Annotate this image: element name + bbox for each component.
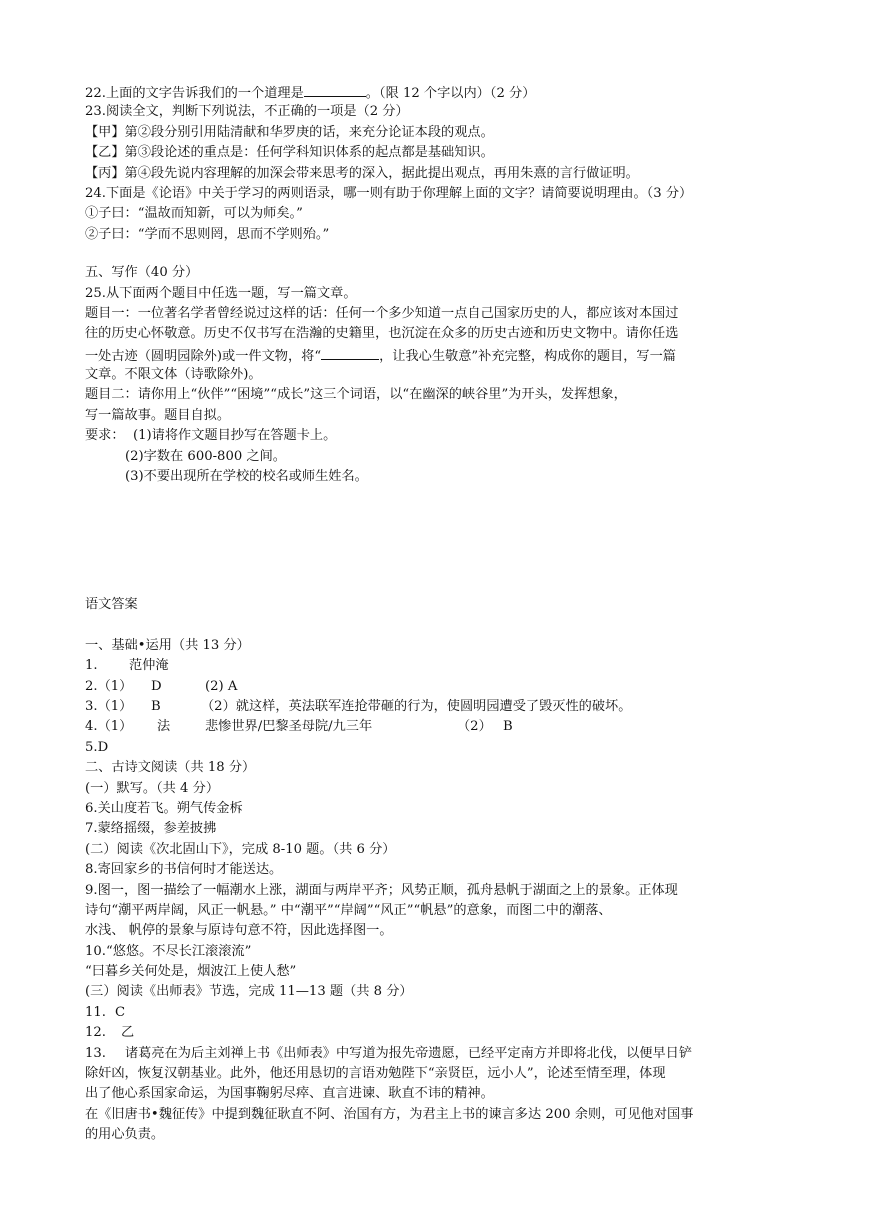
answers-title: 语文答案 [85, 597, 138, 613]
question-22 [85, 82, 785, 102]
requirement-1: 要求： (1)请将作文题目抄写在答题卡上。 [85, 428, 337, 444]
answer-7: 7.蒙络摇缀，参差披拂 [85, 821, 217, 837]
requirement-2: (2)字数在 600-800 之间。 [125, 448, 286, 464]
answer-9-line-2: 诗句“潮平两岸阔，风正一帆悬。” 中“潮平”“岸阔”“风正”“帆悬”的意象，而图二中的潮落、 [85, 902, 612, 918]
answer-1: 1. 范仲淹 [85, 658, 169, 674]
answer-blank [304, 82, 366, 97]
answer-12: 12. 乙 [85, 1025, 135, 1041]
topic1-line-1: 题目一：一位著名学者曾经说过这样的话：任何一个多少知道一点自己国家历史的人，都应该对本国过 [85, 305, 679, 321]
q24-item-1: ①子曰：“温故而知新，可以为师矣。” [85, 206, 303, 222]
topic2-line-1: 题目二：请你用上“伙伴”“困境”“成长”这三个词语，以“在幽深的峡谷里”为开头，发挥想象， [85, 387, 627, 403]
answer-9-line-3: 水浅、 帆停的景象与原诗句意不符，因此选择图一。 [85, 923, 393, 939]
answer-5: 5.D [85, 739, 109, 755]
answer-13-line-3: 出了他心系国家命运，为国事鞠躬尽瘁、直言进谏、耿直不讳的精神。 [85, 1086, 494, 1102]
title-blank [321, 345, 379, 360]
answers-section-1: 一、基础•运用（共 13 分） [85, 637, 250, 653]
topic2-line-2: 写一篇故事。题目自拟。 [85, 407, 231, 423]
answer-2: 2.（1） D (2) A [85, 678, 238, 694]
requirement-label: 要求： [85, 428, 125, 444]
topic1-line-2: 往的历史心怀敬意。历史不仅书写在浩瀚的史籍里，也沉淀在众多的历史古迹和历史文物中。请你任选 [85, 326, 679, 342]
q22-prefix: 22.上面的文字告诉我们的一个道理是 [85, 86, 304, 101]
requirement-3: (3)不要出现所在学校的校名或师生姓名。 [125, 469, 368, 485]
answer-4: 4.（1） 法 悲惨世界/巴黎圣母院/九三年 （2） B [85, 719, 513, 735]
topic1-line-3b: ，让我心生敬意”补充完整，构成你的题目，写一篇 [379, 348, 676, 364]
question-23-stem: 23.阅读全文，判断下列说法，不正确的一项是（2 分） [85, 104, 409, 120]
q23-option-bing: 【丙】第④段先说内容理解的加深会带来思考的深入，据此提出观点，再用朱熹的言行做证明。 [85, 165, 639, 181]
answer-13-line-5: 的用心负责。 [85, 1127, 165, 1143]
topic1-line-3a: 一处古迹（圆明园除外)或一件文物，将“ [85, 348, 322, 364]
q23-option-yi: 【乙】第③段论述的重点是：任何学科知识体系的起点都是基础知识。 [85, 145, 494, 161]
topic1-line-3 [85, 345, 785, 365]
q24-item-2: ②子曰：“学而不思则罔，思而不学则殆。” [85, 226, 330, 242]
subsection-2-1: (一）默写。（共 4 分） [85, 780, 220, 796]
answer-9-line-1: 9.图一，图一描绘了一幅潮水上涨，湖面与两岸平齐；风势正顺，孤舟悬帆于湖面之上的景象。正体现 [85, 882, 678, 898]
subsection-2-2: (二）阅读《次北固山下》，完成 8-10 题。（共 6 分） [85, 841, 396, 857]
question-24-stem: 24.下面是《论语》中关于学习的两则语录，哪一则有助于你理解上面的文字？请简要说明理由。（3 分） [85, 185, 693, 201]
answer-8: 8.寄回家乡的书信何时才能送达。 [85, 862, 283, 878]
answer-6: 6.关山度若飞。朔气传金柝 [85, 800, 243, 816]
answer-13-line-4: 在《旧唐书•魏征传》中提到魏征耿直不阿、治国有方，为君主上书的谏言多达 200 余则，可见他对国事 [85, 1106, 694, 1122]
answer-10-line-1: 10.“悠悠。不尽长江滚滚流” [85, 943, 252, 959]
q23-option-jia: 【甲】第②段分别引用陆清献和华罗庚的话，来充分论证本段的观点。 [85, 124, 494, 140]
q22-suffix: 。（限 12 个字以内）（2 分） [365, 86, 536, 101]
topic1-line-4: 文章。不限文体（诗歌除外)。 [85, 367, 262, 383]
answer-13-line-2: 除奸凶，恢复汉朝基业。此外，他还用恳切的言语劝勉陛下“亲贤臣，远小人”，论述至情至理，体现 [85, 1066, 666, 1082]
answer-10-line-2: “曰暮乡关何处是，烟波江上使人愁” [85, 964, 297, 980]
answer-13-line-1: 13. 诸葛亮在为后主刘禅上书《出师表》中写道为报先帝遗愿，已经平定南方并即将北伐，以便早日铲 [85, 1045, 693, 1061]
question-25: 25.从下面两个题目中任选一题，写一篇文章。 [85, 285, 357, 301]
answer-11: 11. C [85, 1004, 126, 1020]
subsection-2-3: (三）阅读《出师表》节选，完成 11—13 题（共 8 分） [85, 984, 413, 1000]
document-page [85, 82, 785, 1146]
answer-3: 3.（1） B （2）就这样，英法联军连抢带砸的行为，使圆明园遭受了毁灭性的破坏。 [85, 698, 632, 714]
answers-section-2: 二、古诗文阅读（共 18 分） [85, 760, 256, 776]
writing-heading: 五、写作（40 分） [85, 265, 199, 281]
